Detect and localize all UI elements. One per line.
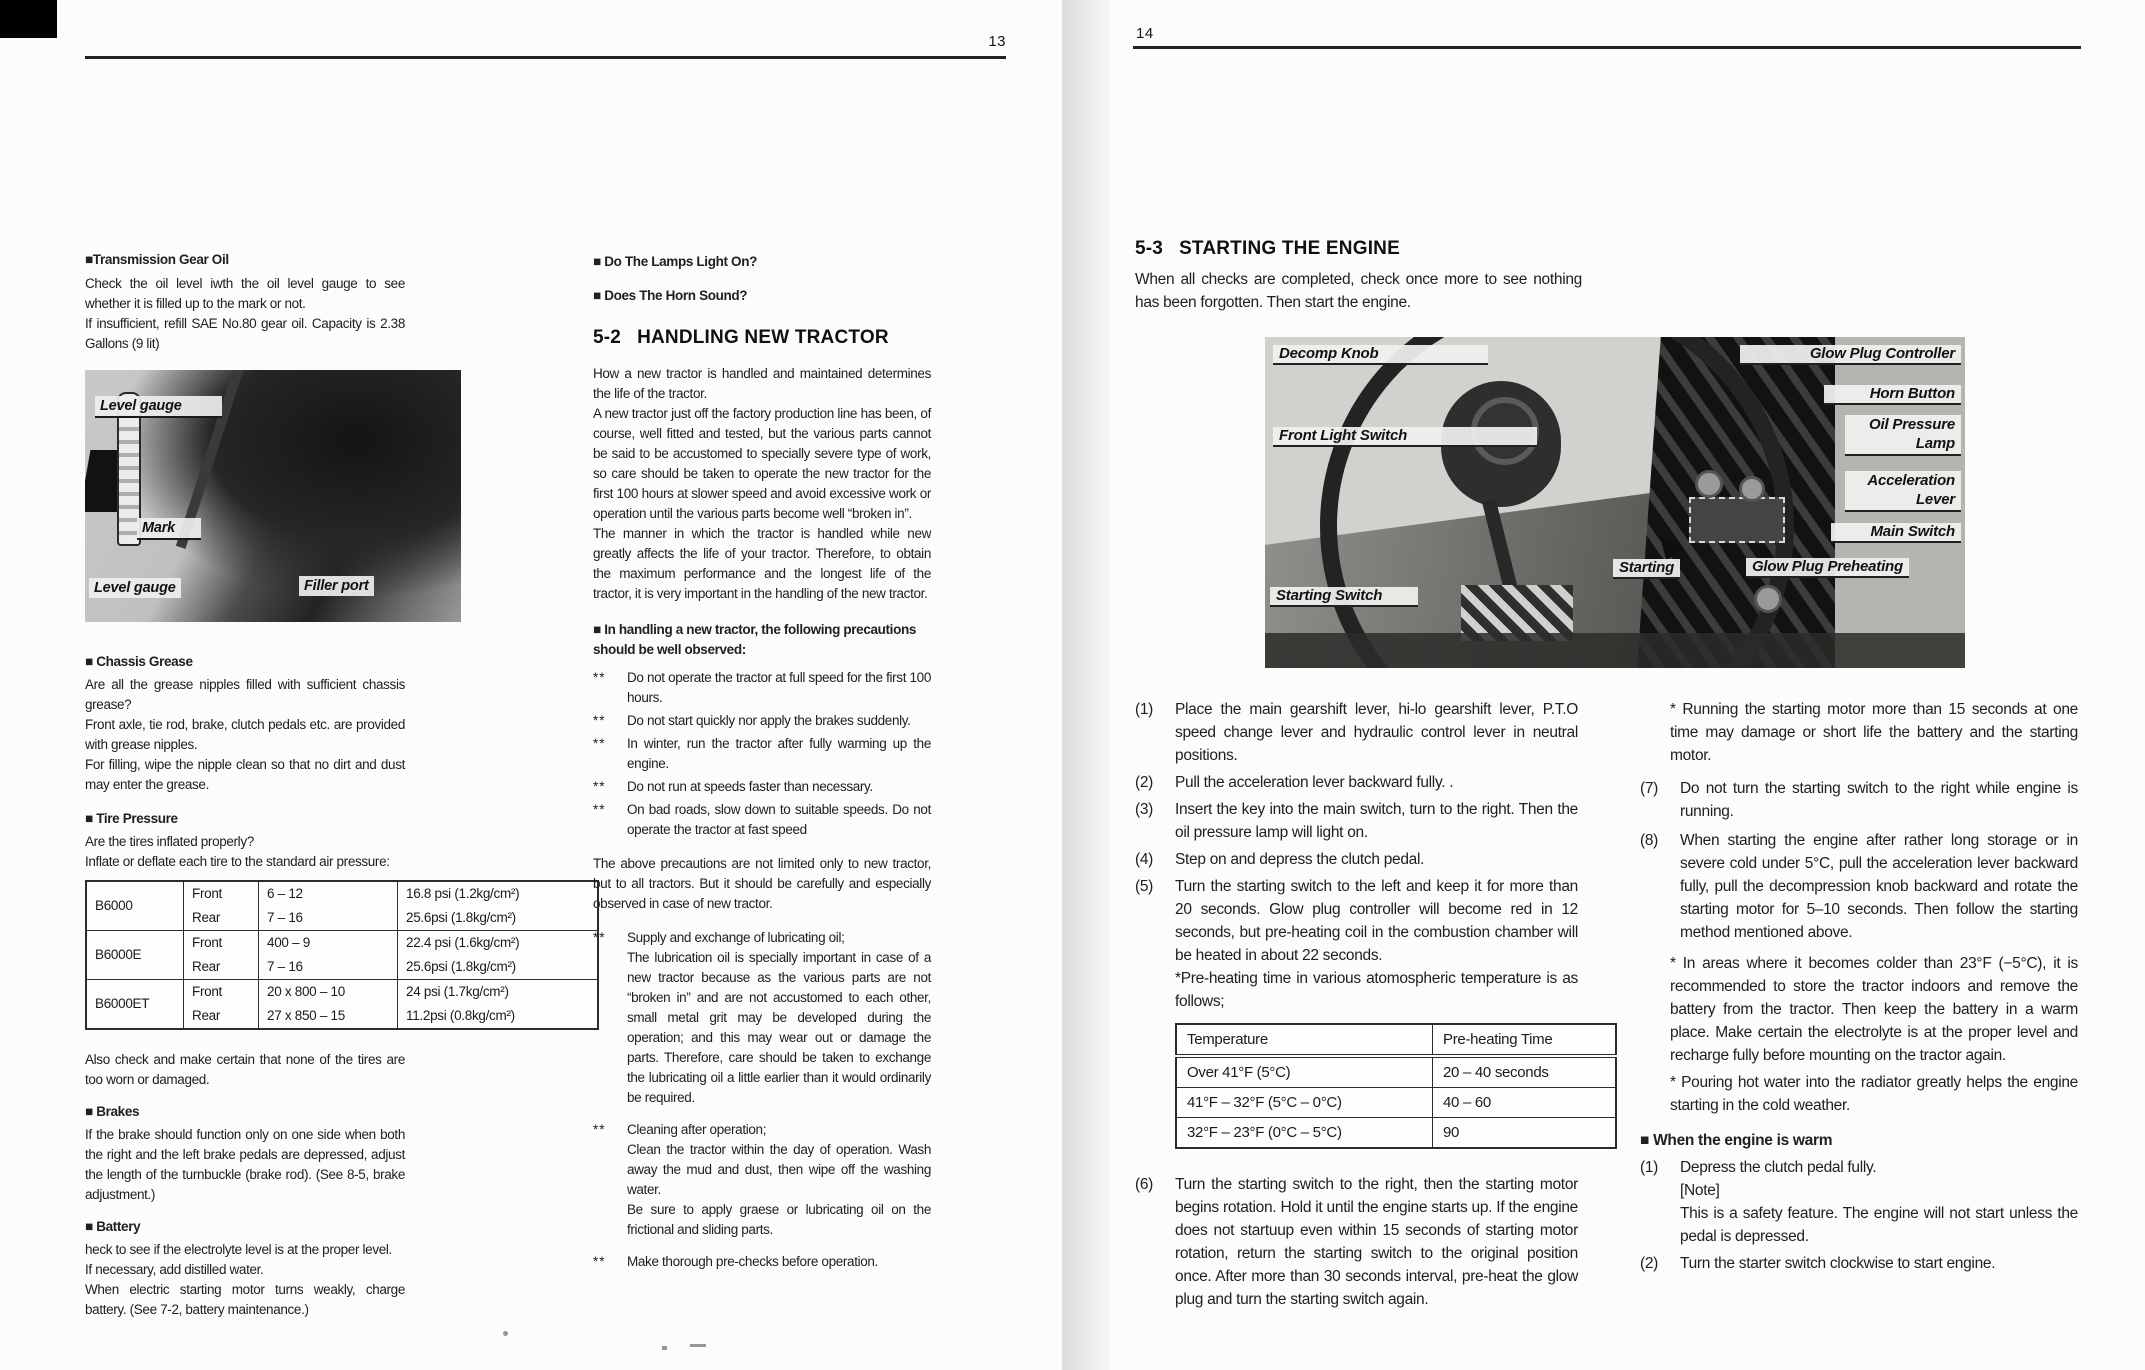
bullet-marker: **	[593, 713, 606, 728]
paragraph: The above precautions are not limited only to new tractor, but to all tractors. But it should be carefully and especially observed in case of new tractor.	[593, 856, 931, 911]
step-number: (2)	[1640, 1255, 1659, 1272]
diagram-dashboard-photo	[1265, 337, 1965, 668]
table-cell-time: 20 – 40 seconds	[1433, 1056, 1617, 1088]
numbered-step	[1135, 1173, 1578, 1311]
page14-column-1	[1135, 698, 1578, 1315]
photo-label-filler-port: Filler port	[299, 576, 374, 596]
table-cell-position: Front	[184, 881, 259, 906]
engine-warm-heading: ■ When the engine is warm	[1640, 1132, 1833, 1149]
step-number: (2)	[1135, 774, 1154, 791]
preheating-time-table	[1175, 1023, 1617, 1149]
header-rule-13	[85, 56, 1006, 59]
step-text: Insert the key into the main switch, turn to the right. Then the oil pressure lamp will light on.	[1175, 801, 1578, 841]
table-cell-size: 7 – 16	[259, 906, 398, 931]
section-number: 5-2	[593, 327, 622, 348]
diagram-label-oil-pressure-lamp: Oil Pressure Lamp	[1845, 415, 1961, 456]
list-item-text: In winter, run the tractor after fully warming up the engine.	[627, 736, 931, 771]
list-item-cleaning	[593, 1120, 931, 1240]
page-gutter	[1062, 0, 1110, 1370]
step-number: (4)	[1135, 851, 1154, 868]
numbered-step	[1135, 698, 1578, 767]
paragraph: Are all the grease nipples filled with sufficient chassis grease?	[85, 677, 405, 712]
paragraph: Inflate or deflate each tire to the standard air pressure:	[85, 854, 390, 869]
table-cell-size: 7 – 16	[259, 955, 398, 980]
step-text: Place the main gearshift lever, hi-lo gearshift lever, P.T.O speed change lever and hydraulic control lever in neutral positions.	[1175, 701, 1578, 764]
paragraph: Front axle, tie rod, brake, clutch pedals etc. are provided with grease nipples.	[85, 717, 405, 752]
list-item-title: Supply and exchange of lubricating oil;	[627, 930, 845, 945]
list-item-lubricating-oil	[593, 928, 931, 1108]
photo-label-mark: Mark	[137, 518, 201, 540]
step-text: Turn the starting switch to the left and keep it for more than 20 seconds. Glow plug controller will become red in 12 seconds, but pre-heating coil in the combustion chamber will be heated in about 22 seconds.	[1175, 878, 1578, 964]
step-number: (3)	[1135, 801, 1154, 818]
note-hot-water: * Pouring hot water into the radiator greatly helps the engine starting in the cold weather.	[1670, 1074, 2078, 1114]
step-number: (5)	[1135, 878, 1154, 895]
numbered-step	[1640, 829, 2078, 944]
panel-lamp-shape	[1695, 470, 1723, 498]
scan-speck	[690, 1344, 706, 1347]
numbered-step	[1640, 1252, 2078, 1275]
table-row	[86, 881, 598, 906]
table-cell-pressure: 25.6psi (1.8kg/cm²)	[398, 906, 599, 931]
precautions-heading: ■ In handling a new tractor, the following precautions should be well observed:	[593, 622, 917, 657]
table-row	[1176, 1118, 1616, 1149]
undercarriage-shape	[1265, 633, 1965, 668]
step-text: Turn the starter switch clockwise to start engine.	[1680, 1255, 1996, 1272]
check-horn-heading: ■ Does The Horn Sound?	[593, 288, 748, 303]
list-item-body	[627, 928, 931, 1108]
brakes-heading: ■ Brakes	[85, 1104, 140, 1119]
table-cell-size: 6 – 12	[259, 881, 398, 906]
list-item-title: Cleaning after operation;	[627, 1122, 767, 1137]
list-item-text: Make thorough pre-checks before operation.	[627, 1254, 878, 1269]
photo-label-level-gauge-bottom: Level gauge	[89, 578, 181, 598]
bullet-marker: **	[593, 736, 606, 751]
table-row	[1176, 1088, 1616, 1118]
table-cell-pressure: 22.4 psi (1.6kg/cm²)	[398, 931, 599, 956]
note-cold-areas: * In areas where it becomes colder than 23°F (−5°C), it is recommended to store the tractor indoors and remove the battery from the tractor. Then keep the battery in a warm place. Make certain the electrolyte is at the proper level and recharge fully before mounting on the tractor again.	[1670, 955, 2078, 1064]
table-cell-position: Rear	[184, 1004, 259, 1029]
panel-lamp-shape	[1739, 476, 1765, 502]
list-item-text: Do not operate the tractor at full speed for the first 100 hours.	[627, 670, 931, 705]
step-text: Pull the acceleration lever backward fully. .	[1175, 774, 1454, 791]
chassis-grease-heading: ■ Chassis Grease	[85, 654, 193, 669]
scan-edge-artifact	[0, 0, 57, 38]
glow-indicator-plate-shape	[1689, 497, 1785, 543]
table-cell-pressure: 25.6psi (1.8kg/cm²)	[398, 955, 599, 980]
diagram-label-acceleration-lever: Acceleration Lever	[1845, 471, 1961, 512]
diagram-label-main-switch: Main Switch	[1831, 523, 1961, 543]
table-cell-position: Rear	[184, 906, 259, 931]
page-number-14: 14	[1136, 25, 1154, 42]
diagram-label-horn-button: Horn Button	[1824, 385, 1961, 405]
paragraph: How a new tractor is handled and maintained determines the life of the tractor.	[593, 366, 931, 401]
step-body	[1680, 1156, 2078, 1248]
check-lamps-heading: ■ Do The Lamps Light On?	[593, 254, 757, 269]
table-cell-temperature: Over 41°F (5°C)	[1176, 1056, 1433, 1088]
list-item	[593, 711, 931, 731]
scan-speck	[503, 1331, 508, 1336]
table-cell-size: 20 x 800 – 10	[259, 980, 398, 1005]
section-number: 5-3	[1135, 238, 1164, 259]
table-header-temperature: Temperature	[1176, 1024, 1433, 1056]
step-number: (8)	[1640, 832, 1659, 849]
list-item	[593, 777, 931, 797]
table-row	[1176, 1056, 1616, 1088]
list-item	[593, 668, 931, 708]
bullet-marker: **	[593, 1122, 606, 1137]
table-cell-size: 400 – 9	[259, 931, 398, 956]
bullet-marker: **	[593, 802, 606, 817]
page14-column-2	[1640, 698, 2078, 1279]
table-cell-position: Rear	[184, 955, 259, 980]
photo-label-level-gauge-top: Level gauge	[95, 396, 222, 418]
table-row	[86, 980, 598, 1005]
list-item-text: Do not run at speeds faster than necessary.	[627, 779, 873, 794]
diagram-label-front-light-switch: Front Light Switch	[1273, 427, 1537, 447]
paragraph: Check the oil level iwth the oil level gauge to see whether it is filled up to the mark or not.	[85, 276, 405, 311]
table-header-row	[1176, 1024, 1616, 1056]
list-item-text: The lubrication oil is specially important in case of a new tractor because as the various parts are not “broken in” and are not accustomed to each other, small metal grit may be developed during the operation; and this may wear out or damage the parts. Therefore, care should be taken to exchange the lubricating oil a little earlier than it would ordinarily be required.	[627, 950, 931, 1105]
step-text: Turn the starting switch to the right, then the starting motor begins rotation. Hold it until the engine starts up. If the engine does not startuup even within 15 seconds of starting motor rotation, return the starting switch to the original position once. After more than 30 seconds interval, pre-heat the glow plug and turn the starting switch again.	[1175, 1176, 1578, 1308]
paragraph: Are the tires inflated properly?	[85, 834, 254, 849]
step-number: (7)	[1640, 780, 1659, 797]
numbered-step	[1640, 777, 2078, 823]
table-cell-pressure: 24 psi (1.7kg/cm²)	[398, 980, 599, 1005]
section-5-3-heading	[1135, 238, 1635, 260]
numbered-step	[1135, 798, 1578, 844]
table-row	[86, 931, 598, 956]
section-title: HANDLING NEW TRACTOR	[637, 327, 889, 348]
table-cell-model: B6000	[86, 881, 184, 931]
table-cell-temperature: 41°F – 32°F (5°C – 0°C)	[1176, 1088, 1433, 1118]
numbered-step	[1640, 1156, 2078, 1248]
step-text: Do not turn the starting switch to the right while engine is running.	[1680, 780, 2078, 820]
paragraph: If necessary, add distilled water.	[85, 1262, 264, 1277]
note-text: This is a safety feature. The engine will not start unless the pedal is depressed.	[1680, 1205, 2078, 1245]
table-cell-size: 27 x 850 – 15	[259, 1004, 398, 1029]
note-running-motor: * Running the starting motor more than 15 seconds at one time may damage or short life the battery and the starting motor.	[1670, 701, 2078, 764]
photo-transmission-oil-check	[85, 370, 461, 622]
section-5-2-heading	[593, 328, 931, 348]
header-rule-14	[1133, 46, 2081, 49]
table-cell-temperature: 32°F – 23°F (0°C – 5°C)	[1176, 1118, 1433, 1149]
numbered-step	[1135, 771, 1578, 794]
diagram-canvas	[1265, 337, 1965, 668]
tire-pressure-table	[85, 880, 599, 1030]
diagram-label-starting-switch: Starting Switch	[1270, 587, 1418, 607]
page13-column-1	[85, 250, 520, 1320]
table-cell-position: Front	[184, 931, 259, 956]
main-switch-shape	[1754, 585, 1782, 613]
table-cell-model: B6000E	[86, 931, 184, 980]
table-cell-position: Front	[184, 980, 259, 1005]
tire-pressure-heading: ■ Tire Pressure	[85, 811, 178, 826]
table-cell-pressure: 11.2psi (0.8kg/cm²)	[398, 1004, 599, 1029]
step-text: When starting the engine after rather long storage or in severe cold under 5°C, pull the acceleration lever backward fully, pull the decompression knob backward and rotate the starting motor for 5–10 seconds. Then follow the starting method mentioned above.	[1680, 832, 2078, 941]
precaution-list	[593, 668, 931, 840]
page-number-13: 13	[988, 33, 1006, 50]
numbered-step	[1135, 875, 1578, 1013]
section-title: STARTING THE ENGINE	[1179, 238, 1400, 259]
table-header-preheating-time: Pre-heating Time	[1433, 1024, 1617, 1056]
paragraph: When electric starting motor turns weakly, charge battery. (See 7-2, battery maintenance.)	[85, 1282, 405, 1317]
paragraph: The manner in which the tractor is handled while new greatly affects the life of your tractor. Therefore, to obtain the maximum performance and the longest life of the tractor, it is very important in the handling of the new tractor.	[593, 526, 931, 601]
step-text: Step on and depress the clutch pedal.	[1175, 851, 1425, 868]
battery-heading: ■ Battery	[85, 1219, 141, 1234]
paragraph: heck to see if the electrolyte level is at the proper level.	[85, 1242, 392, 1257]
table-cell-time: 90	[1433, 1118, 1617, 1149]
paragraph: For filling, wipe the nipple clean so that no dirt and dust may enter the grease.	[85, 757, 405, 792]
note-label: [Note]	[1680, 1182, 1720, 1199]
list-item	[593, 800, 931, 840]
paragraph: If the brake should function only on one side when both the right and the left brake pedals are depressed, adjust the length of the turnbuckle (brake rod). (See 8-5, brake adjustment.)	[85, 1127, 405, 1202]
list-item-prechecks	[593, 1252, 931, 1272]
page13-column-2	[593, 252, 931, 1275]
list-item-text: Be sure to apply graese or lubricating oil on the frictional and sliding parts.	[627, 1202, 931, 1237]
step-number: (1)	[1135, 701, 1154, 718]
step-number: (1)	[1640, 1159, 1659, 1176]
bullet-marker: **	[593, 1254, 606, 1269]
step-number: (6)	[1135, 1176, 1154, 1193]
bullet-marker: **	[593, 930, 606, 945]
step-text: Depress the clutch pedal fully.	[1680, 1159, 1877, 1176]
scan-speck	[662, 1346, 667, 1350]
list-item-body	[627, 1120, 931, 1240]
list-item-text: On bad roads, slow down to suitable speeds. Do not operate the tractor at fast speed	[627, 802, 931, 837]
table-cell-time: 40 – 60	[1433, 1088, 1617, 1118]
diagram-label-glow-plug-preheating: Glow Plug Preheating	[1746, 558, 1909, 578]
paragraph: When all checks are completed, check once more to see nothing has been forgotten. Then start the engine.	[1135, 271, 1582, 311]
table-cell-pressure: 16.8 psi (1.2kg/cm²)	[398, 881, 599, 906]
bullet-marker: **	[593, 670, 606, 685]
paragraph: If insufficient, refill SAE No.80 gear oil. Capacity is 2.38 Gallons (9 lit)	[85, 316, 405, 351]
step-body	[1175, 875, 1578, 1013]
table-cell-model: B6000ET	[86, 980, 184, 1030]
diagram-label-decomp-knob: Decomp Knob	[1273, 345, 1488, 365]
diagram-label-glow-plug-controller: Glow Plug Controller	[1740, 345, 1961, 365]
paragraph: A new tractor just off the factory production line has been, of course, well fitted and tested, but the various parts cannot be said to be accustomed to specially severe type of work, so care should be taken to operate the new tractor for the first 100 hours at slower speed and avoid excessive work or operation until the various parts become well “broken in”.	[593, 406, 931, 521]
diagram-label-starting: Starting	[1613, 559, 1680, 579]
list-item-text: Do not start quickly nor apply the brakes suddenly.	[627, 713, 911, 728]
list-item	[593, 734, 931, 774]
numbered-step	[1135, 848, 1578, 871]
paragraph: Also check and make certain that none of the tires are too worn or damaged.	[85, 1052, 405, 1087]
page14-header-block	[1135, 238, 1635, 314]
step-note: *Pre-heating time in various atomospheric temperature is as follows;	[1175, 970, 1578, 1010]
transmission-gear-oil-heading: ■Transmission Gear Oil	[85, 252, 229, 267]
list-item-text: Clean the tractor within the day of operation. Wash away the mud and dust, then wipe off the washing water.	[627, 1142, 931, 1197]
bullet-marker: **	[593, 779, 606, 794]
